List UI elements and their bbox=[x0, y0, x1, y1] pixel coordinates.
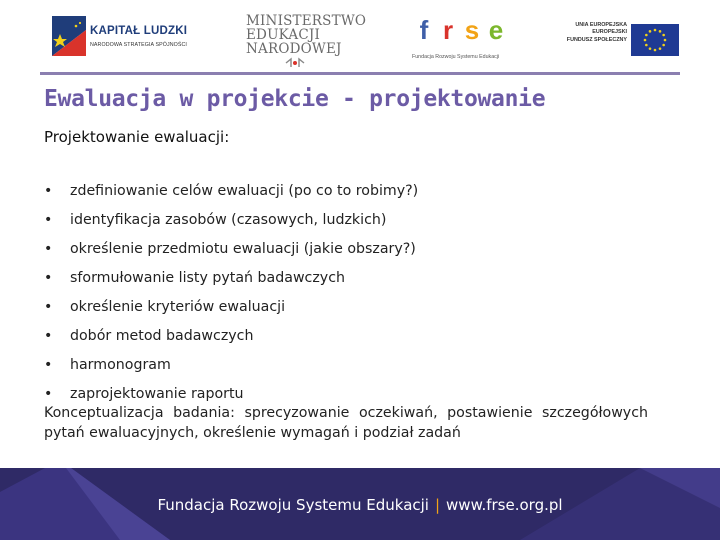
ministerstwo-mark-icon bbox=[284, 57, 306, 69]
eu-star-icon bbox=[664, 39, 667, 42]
slide-title: Ewaluacja w projekcie - projektowanie bbox=[44, 86, 546, 112]
eu-star-icon bbox=[662, 34, 665, 37]
footer-url-link[interactable]: www.frse.org.pl bbox=[446, 496, 563, 514]
unia-europejska-text bbox=[567, 22, 627, 44]
frse-letter: s bbox=[464, 15, 480, 45]
frse-letter: e bbox=[488, 15, 504, 45]
footer-text bbox=[0, 496, 720, 514]
footer-organization: Fundacja Rozwoju Systemu Edukacji bbox=[157, 496, 429, 514]
kapital-ludzki-subtitle: NARODOWA STRATEGIA SPÓJNOŚCI bbox=[90, 42, 187, 48]
eu-flag-icon bbox=[631, 24, 679, 56]
header-divider bbox=[40, 72, 680, 75]
ministerstwo-line: EDUKACJI bbox=[246, 27, 321, 43]
bullet-item: • zdefiniowanie celów ewaluacji (po co to robimy?) bbox=[44, 177, 654, 206]
unia-line: UNIA EUROPEJSKA bbox=[575, 22, 627, 28]
eu-star-icon bbox=[644, 39, 647, 42]
unia-line: EUROPEJSKI bbox=[592, 29, 627, 36]
ministerstwo-line: NARODOWEJ bbox=[246, 41, 342, 57]
kapital-ludzki-emblem-icon bbox=[52, 16, 86, 56]
logo-bar bbox=[0, 0, 720, 74]
bullet-item: • określenie przedmiotu ewaluacji (jakie obszary?) bbox=[44, 235, 654, 264]
bullet-item: • harmonogram bbox=[44, 351, 654, 380]
slide-subtitle: Projektowanie ewaluacji: bbox=[44, 128, 230, 146]
bullet-item: • zaprojektowanie raportu bbox=[44, 380, 654, 409]
frse-letters bbox=[412, 14, 508, 52]
kapital-ludzki-name: KAPITAŁ LUDZKI bbox=[90, 25, 188, 37]
eu-star-icon bbox=[654, 29, 657, 32]
eu-star-icon bbox=[645, 34, 648, 37]
kapital-ludzki-logo bbox=[52, 10, 202, 62]
slide-content bbox=[44, 177, 654, 443]
closing-paragraph: Konceptualizacja badania: sprecyzowanie oczekiwań, postawienie szczegółowych pytań ewaluacyjnych, określenie wymagań i podział zadań bbox=[44, 405, 648, 441]
bullet-list bbox=[44, 177, 654, 409]
eu-star-icon bbox=[645, 44, 648, 47]
eu-star-icon bbox=[649, 30, 652, 33]
unia-europejska-logo bbox=[561, 22, 679, 62]
frse-letter: r bbox=[442, 15, 454, 45]
footer-separator: | bbox=[434, 496, 441, 514]
ministerstwo-logo bbox=[246, 14, 376, 74]
frse-letter: f bbox=[419, 15, 429, 45]
bullet-item: • identyfikacja zasobów (czasowych, ludzkich) bbox=[44, 206, 654, 235]
eu-star-icon bbox=[649, 47, 652, 50]
bullet-item: • dobór metod badawczych bbox=[44, 322, 654, 351]
bullet-item: • sformułowanie listy pytań badawczych bbox=[44, 264, 654, 293]
ministerstwo-line: MINISTERSTWO bbox=[246, 13, 367, 29]
frse-subtitle: Fundacja Rozwoju Systemu Edukacji bbox=[412, 54, 500, 60]
bullet-item: • określenie kryteriów ewaluacji bbox=[44, 293, 654, 322]
eu-star-icon bbox=[659, 47, 662, 50]
eu-star-icon bbox=[654, 49, 657, 52]
frse-logo bbox=[412, 14, 522, 64]
unia-line: FUNDUSZ SPOŁECZNY bbox=[566, 36, 627, 43]
eu-star-icon bbox=[662, 44, 665, 47]
footer bbox=[0, 468, 720, 540]
eu-star-icon bbox=[659, 30, 662, 33]
